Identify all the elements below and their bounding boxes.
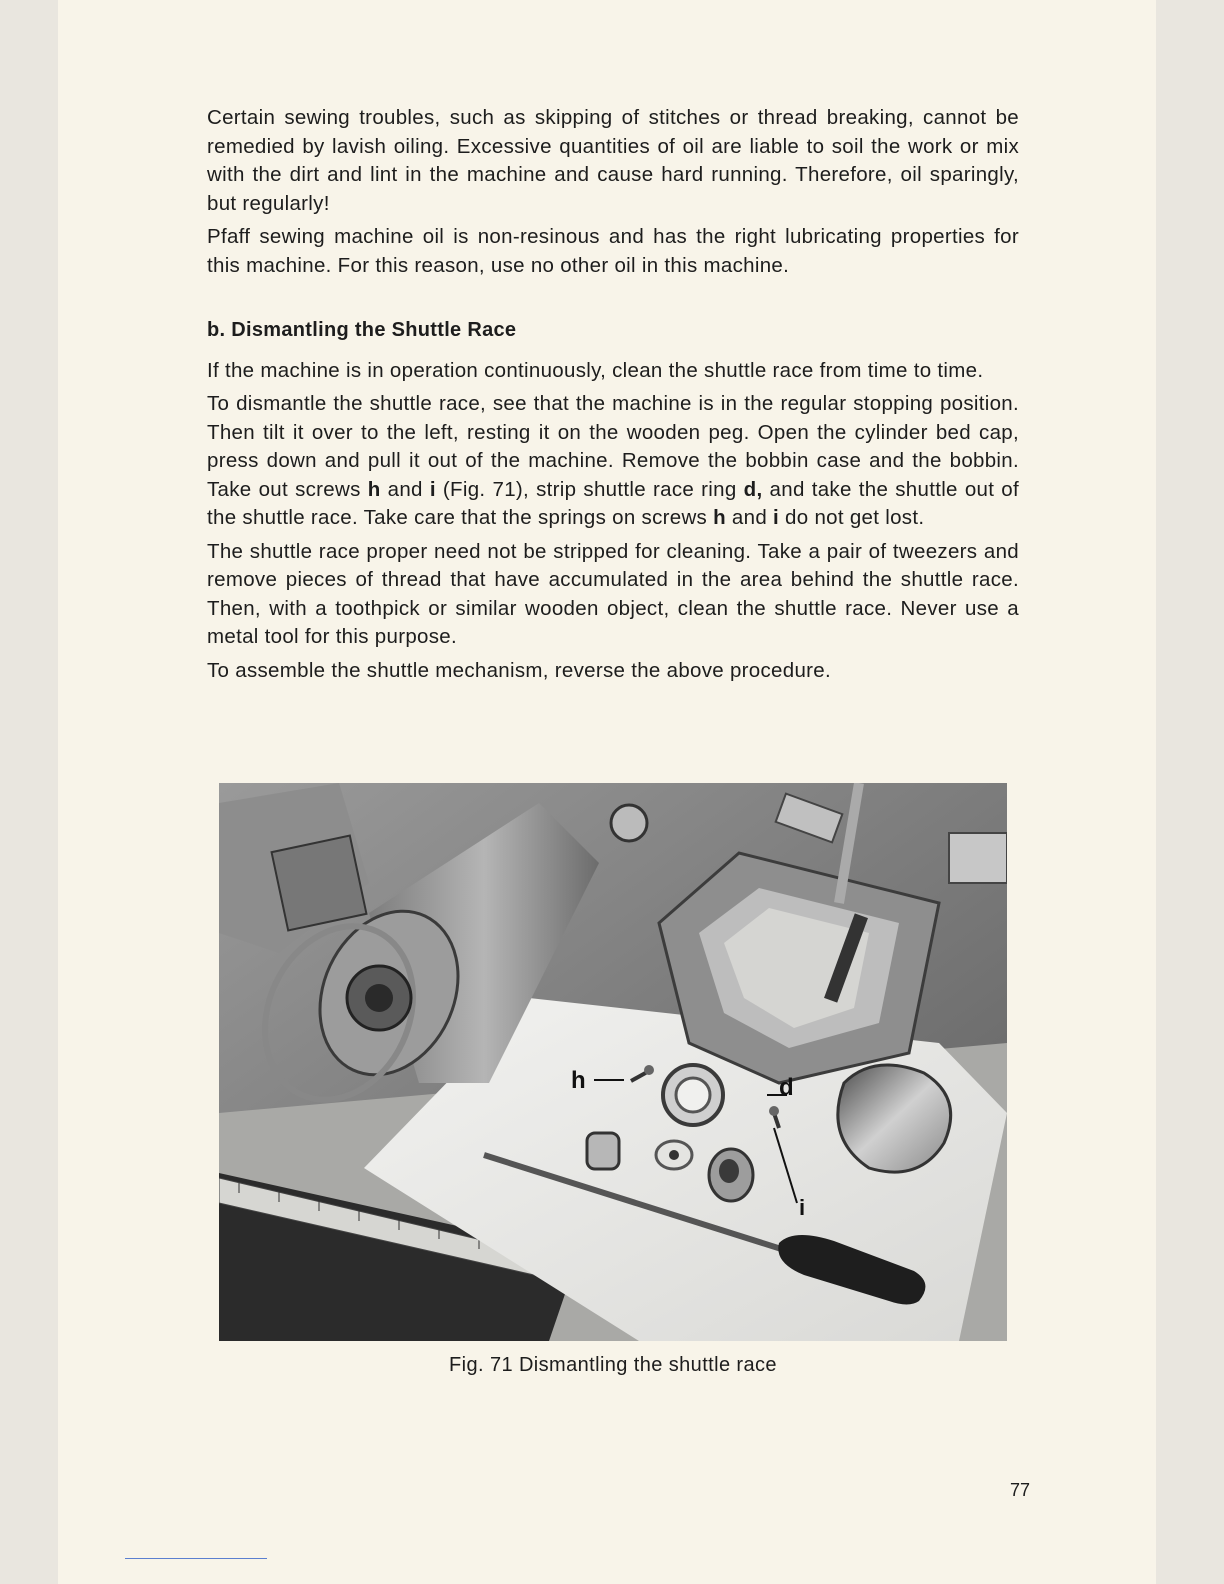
shuttle-hook xyxy=(709,1149,753,1201)
ref-h-2: h xyxy=(713,506,726,529)
section-paragraph-2: To dismantle the shuttle race, see that the machine is in the regular stopping position. Then tilt it over to the left, resting it on the wooden peg. Open the cylinder bed cap, press down and pull it out of the machine. Remove the bobbin case and the bobbin. Take out screws h and i (Fig. 71), strip shuttle race ring d, and take the shuttle out of the shuttle race. Take care that the springs on screws h and i do not get lost. xyxy=(207,392,1020,529)
shuttle-race-ring xyxy=(663,1065,723,1125)
section-paragraph-4: To assemble the shuttle mechanism, reverse the above procedure. xyxy=(207,658,831,682)
page-number: 77 xyxy=(1009,1480,1030,1500)
ref-d: d, xyxy=(743,477,763,501)
intro-paragraph-2: Pfaff sewing machine oil is non-resinous and has the right lubricating properties for this machine. For this reason, use no other oil in this machine. xyxy=(207,225,1019,277)
label-h: h xyxy=(571,1067,586,1094)
intro-paragraph-1: Certain sewing troubles, such as skipping of stitches or thread breaking, cannot be remedied by lavish oiling. Excessive quantities of oil are liable to soil the work or mix with the dirt and lint in the machine and cause hard running. Therefore, oil sparingly, but regularly! xyxy=(207,106,1019,215)
figure-caption: Fig. 71 Dismantling the shuttle race xyxy=(449,1354,777,1376)
section-heading: b. Dismantling the Shuttle Race xyxy=(207,319,517,341)
section-paragraph-3: The shuttle race proper need not be stripped for cleaning. Take a pair of tweezers and remove pieces of thread that have accumulated in the area behind the shuttle race. Then, with a toothpick or similar wooden object, clean the shuttle race. Never use a metal tool for this purpose. xyxy=(207,539,1019,648)
footer-rule xyxy=(125,1558,267,1559)
ref-h: h xyxy=(367,477,381,501)
label-i: i xyxy=(799,1195,806,1220)
cylinder-bed-cap xyxy=(838,1065,951,1172)
label-d: d xyxy=(779,1074,794,1101)
intro-text xyxy=(207,104,1019,285)
figure-photo xyxy=(219,783,1007,1341)
ref-i-2: i xyxy=(773,506,780,529)
section-paragraph-1: If the machine is in operation continuously, clean the shuttle race from time to time. xyxy=(207,358,984,382)
bobbin-case xyxy=(587,1133,619,1169)
section-text xyxy=(207,316,1019,690)
bobbin xyxy=(656,1141,692,1169)
ref-i: i xyxy=(429,477,436,501)
